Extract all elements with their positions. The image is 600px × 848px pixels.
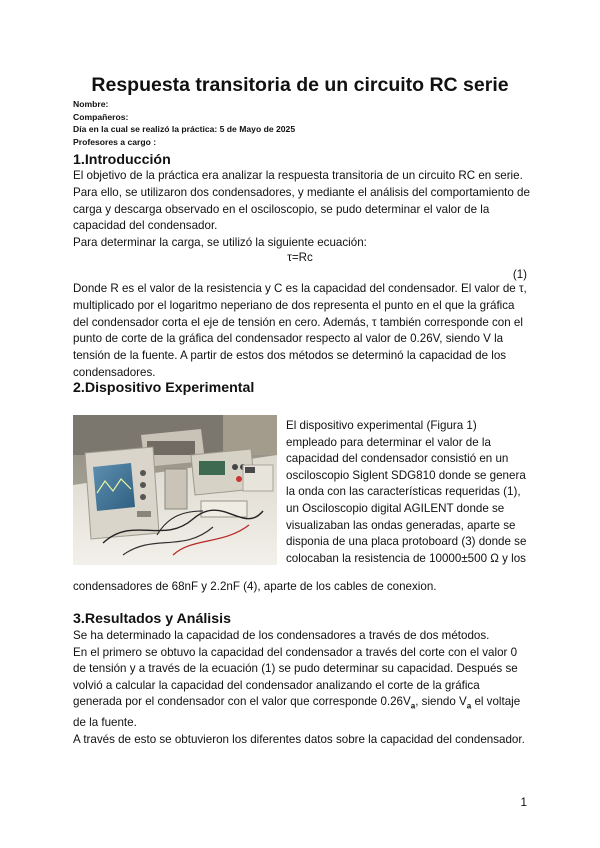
intro-paragraph-1: El objetivo de la práctica era analizar la respuesta transitoria de un circuito RC en serie. Para ello, se utilizaron dos condensadores, y mediante el análisis del comportamiento de carga y descarga observado en el osciloscopio, se pudo determinar el valor de la capacidad del condensador. Para determinar la carga, se utilizó la siguiente ecuación: bbox=[73, 168, 530, 252]
results-paragraph-3: A través de esto se obtuvieron los diferentes datos sobre la capacidad del condensador. bbox=[73, 732, 525, 746]
lab-equipment-photo bbox=[73, 415, 277, 565]
intro-paragraph-2: Para determinar la carga, se utilizó la siguiente ecuación: bbox=[73, 236, 367, 250]
page-number: 1 bbox=[520, 796, 527, 809]
equation-number: (1) bbox=[512, 268, 527, 281]
meta-profesores: Profesores a cargo : bbox=[73, 136, 157, 147]
results-paragraph-1: Se ha determinado la capacidad de los condensadores a través de dos métodos. bbox=[73, 629, 490, 642]
results-paragraph-2: En el primero se obtuvo la capacidad del condensador a través del corte con el valor 0 de tensión y a través de la ecuación (1) se pudo determinar su capacidad. Después se volvió a calcular la capacidad del condensador analizando el corte de la gráfica generada por el condensador con el valor que corresponde $0.26V_a$, siendo $V_a$ el voltaje de la fuente. bbox=[73, 645, 521, 730]
experiment-photo bbox=[73, 415, 277, 565]
meta-fecha: Día en la cual se realizó la práctica: 5 de Mayo de 2025 bbox=[73, 124, 296, 135]
heading-resultados: 3.Resultados y Análisis bbox=[73, 611, 231, 627]
equation: τ=Rc bbox=[287, 251, 313, 264]
device-description: El dispositivo experimental (Figura 1) empleado para determinar el valor de la capacidad del condensador consistió en un osciloscopio Siglent SDG810 donde se genera la onda con las características requeridas (1), un Osciloscopio digital AGILENT donde se visualizaban las ondas generadas, aparte se disponia de una placa protoboard (3) donde se colocaban la resistencia de 10000±500 Ω y los bbox=[286, 419, 527, 565]
heading-introduccion: 1.Introducción bbox=[73, 152, 171, 168]
device-description-continued: condensadores de 68nF y 2.2nF (4), aparte de los cables de conexion. bbox=[73, 580, 437, 593]
meta-nombre: Nombre: bbox=[73, 99, 109, 109]
results-text bbox=[73, 628, 530, 748]
intro-paragraph-3: Donde R es el valor de la resistencia y C es la capacidad del condensador. El valor de τ, multiplicado por el logaritmo neperiano de dos representa el punto en el que la gráfica del condensador corta el eje de tensión en cero. Además, τ también corresponde con el punto de corte de la gráfica del condensador respecto al valor de 0.26V, siendo V la tensión de la fuente. A partir de estos dos métodos se determinó la capacidad de los condensadores. bbox=[73, 282, 527, 379]
meta-companeros: Compañeros: bbox=[73, 111, 129, 122]
header-metadata bbox=[73, 98, 533, 148]
page-title: Respuesta transitoria de un circuito RC serie bbox=[91, 74, 509, 96]
heading-dispositivo: 2.Dispositivo Experimental bbox=[73, 380, 255, 396]
